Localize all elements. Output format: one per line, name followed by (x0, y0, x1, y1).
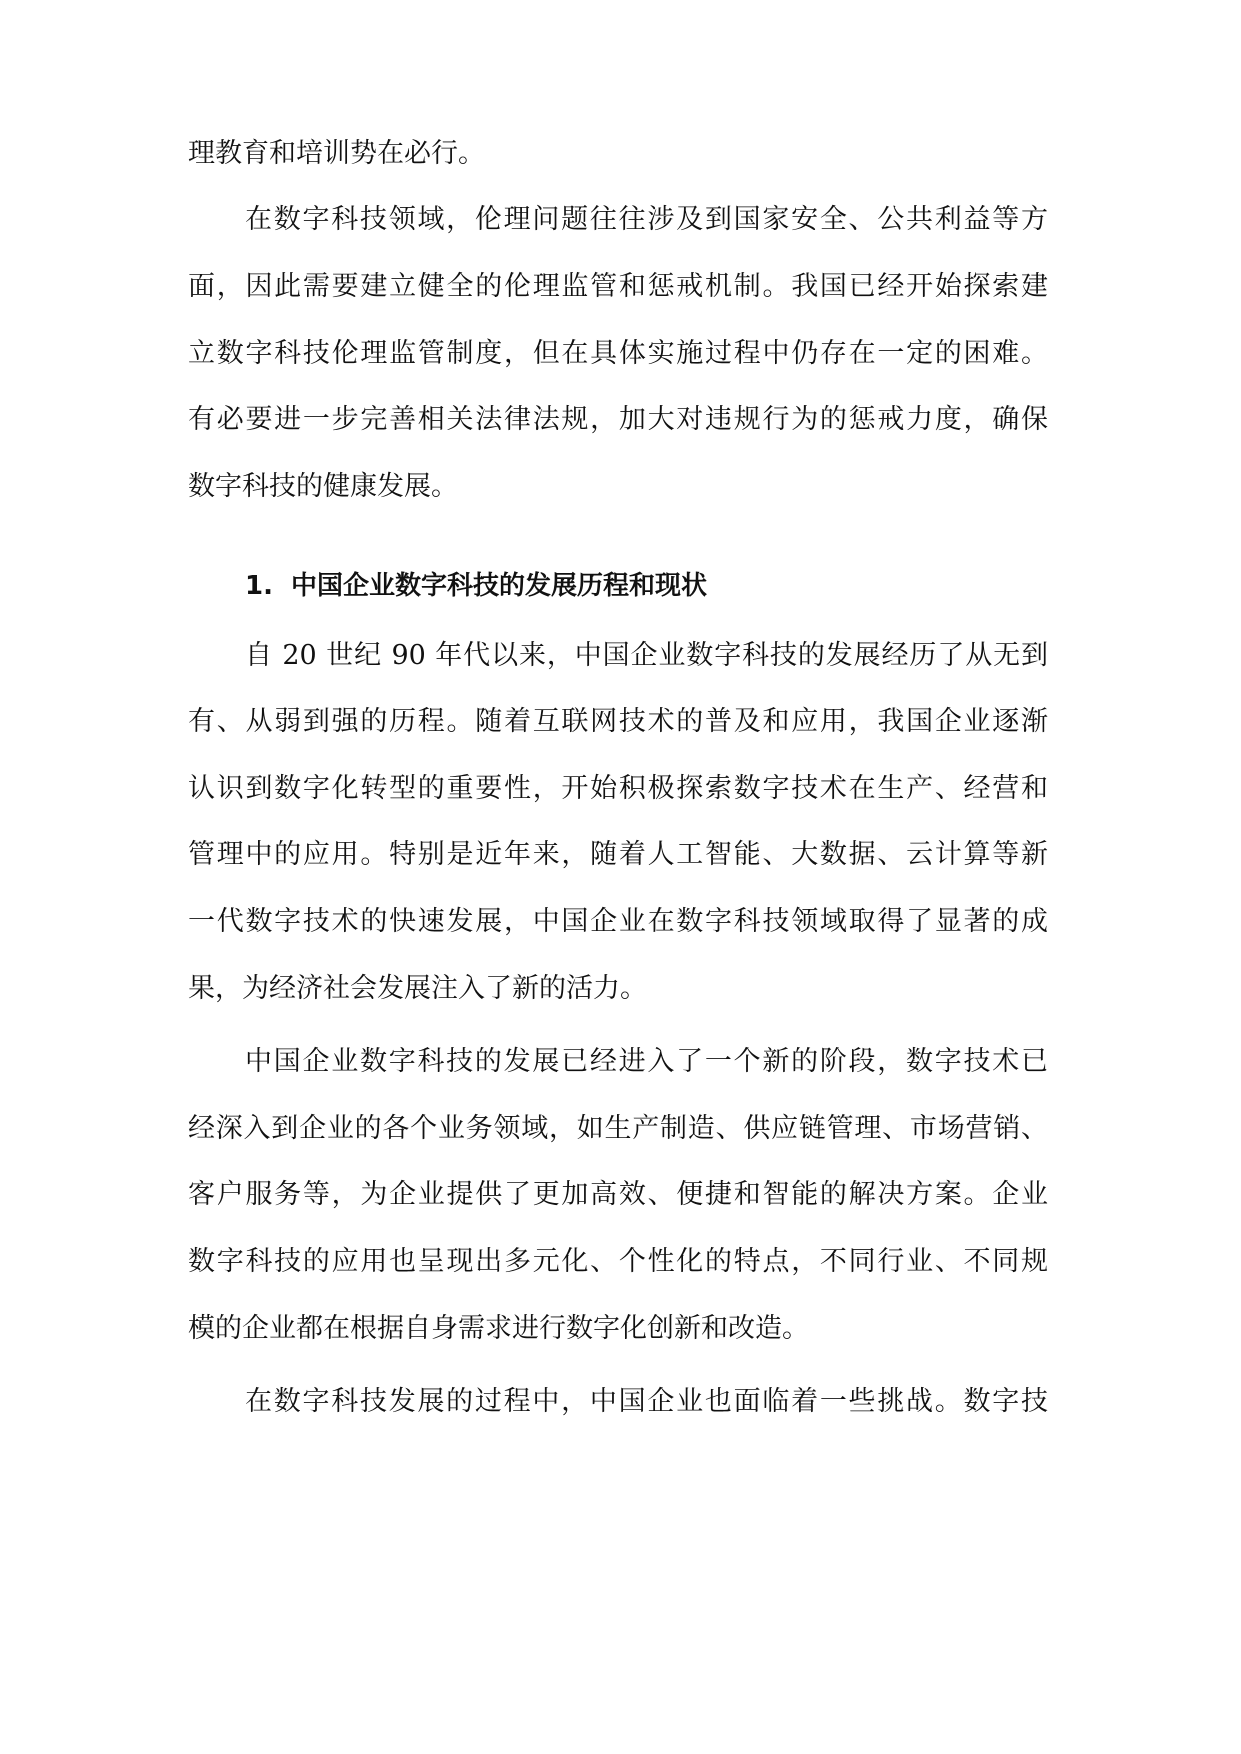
text-line: 有必要进一步完善相关法律法规，加大对违规行为的惩戒力度，确保 (188, 404, 1048, 435)
section-heading (245, 564, 1048, 608)
section-number: 1. (245, 571, 273, 601)
text-line: 模的企业都在根据自身需求进行数字化创新和改造。 (188, 1313, 809, 1344)
text-line: 数字科技的应用也呈现出多元化、个性化的特点，不同行业、不同规 (188, 1246, 1048, 1277)
text-line: 一代数字技术的快速发展，中国企业在数字科技领域取得了显著的成 (188, 906, 1048, 937)
text-line: 立数字科技伦理监管制度，但在具体实施过程中仍存在一定的困难。 (188, 338, 1048, 369)
section-title: 中国企业数字科技的发展历程和现状 (291, 571, 708, 601)
text-line: 果，为经济社会发展注入了新的活力。 (188, 973, 647, 1004)
text-line: 在数字科技发展的过程中，中国企业也面临着一些挑战。数字技 (245, 1386, 1048, 1417)
text-line: 数字科技的健康发展。 (188, 471, 458, 502)
text-line: 有、从弱到强的历程。随着互联网技术的普及和应用，我国企业逐渐 (188, 706, 1048, 737)
text-line: 经深入到企业的各个业务领域，如生产制造、供应链管理、市场营销、 (188, 1113, 1048, 1144)
text-line: 在数字科技领域，伦理问题往往涉及到国家安全、公共利益等方 (245, 204, 1048, 235)
text-line: 自 20 世纪 90 年代以来，中国企业数字科技的发展经历了从无到 (245, 640, 1048, 671)
text-line: 管理中的应用。特别是近年来，随着人工智能、大数据、云计算等新 (188, 839, 1048, 870)
text-line: 认识到数字化转型的重要性，开始积极探索数字技术在生产、经营和 (188, 773, 1048, 804)
text-line: 理教育和培训势在必行。 (188, 138, 485, 169)
text-line: 客户服务等，为企业提供了更加高效、便捷和智能的解决方案。企业 (188, 1179, 1048, 1210)
text-line: 中国企业数字科技的发展已经进入了一个新的阶段，数字技术已 (245, 1046, 1048, 1077)
text-line: 面，因此需要建立健全的伦理监管和惩戒机制。我国已经开始探索建 (188, 271, 1048, 302)
